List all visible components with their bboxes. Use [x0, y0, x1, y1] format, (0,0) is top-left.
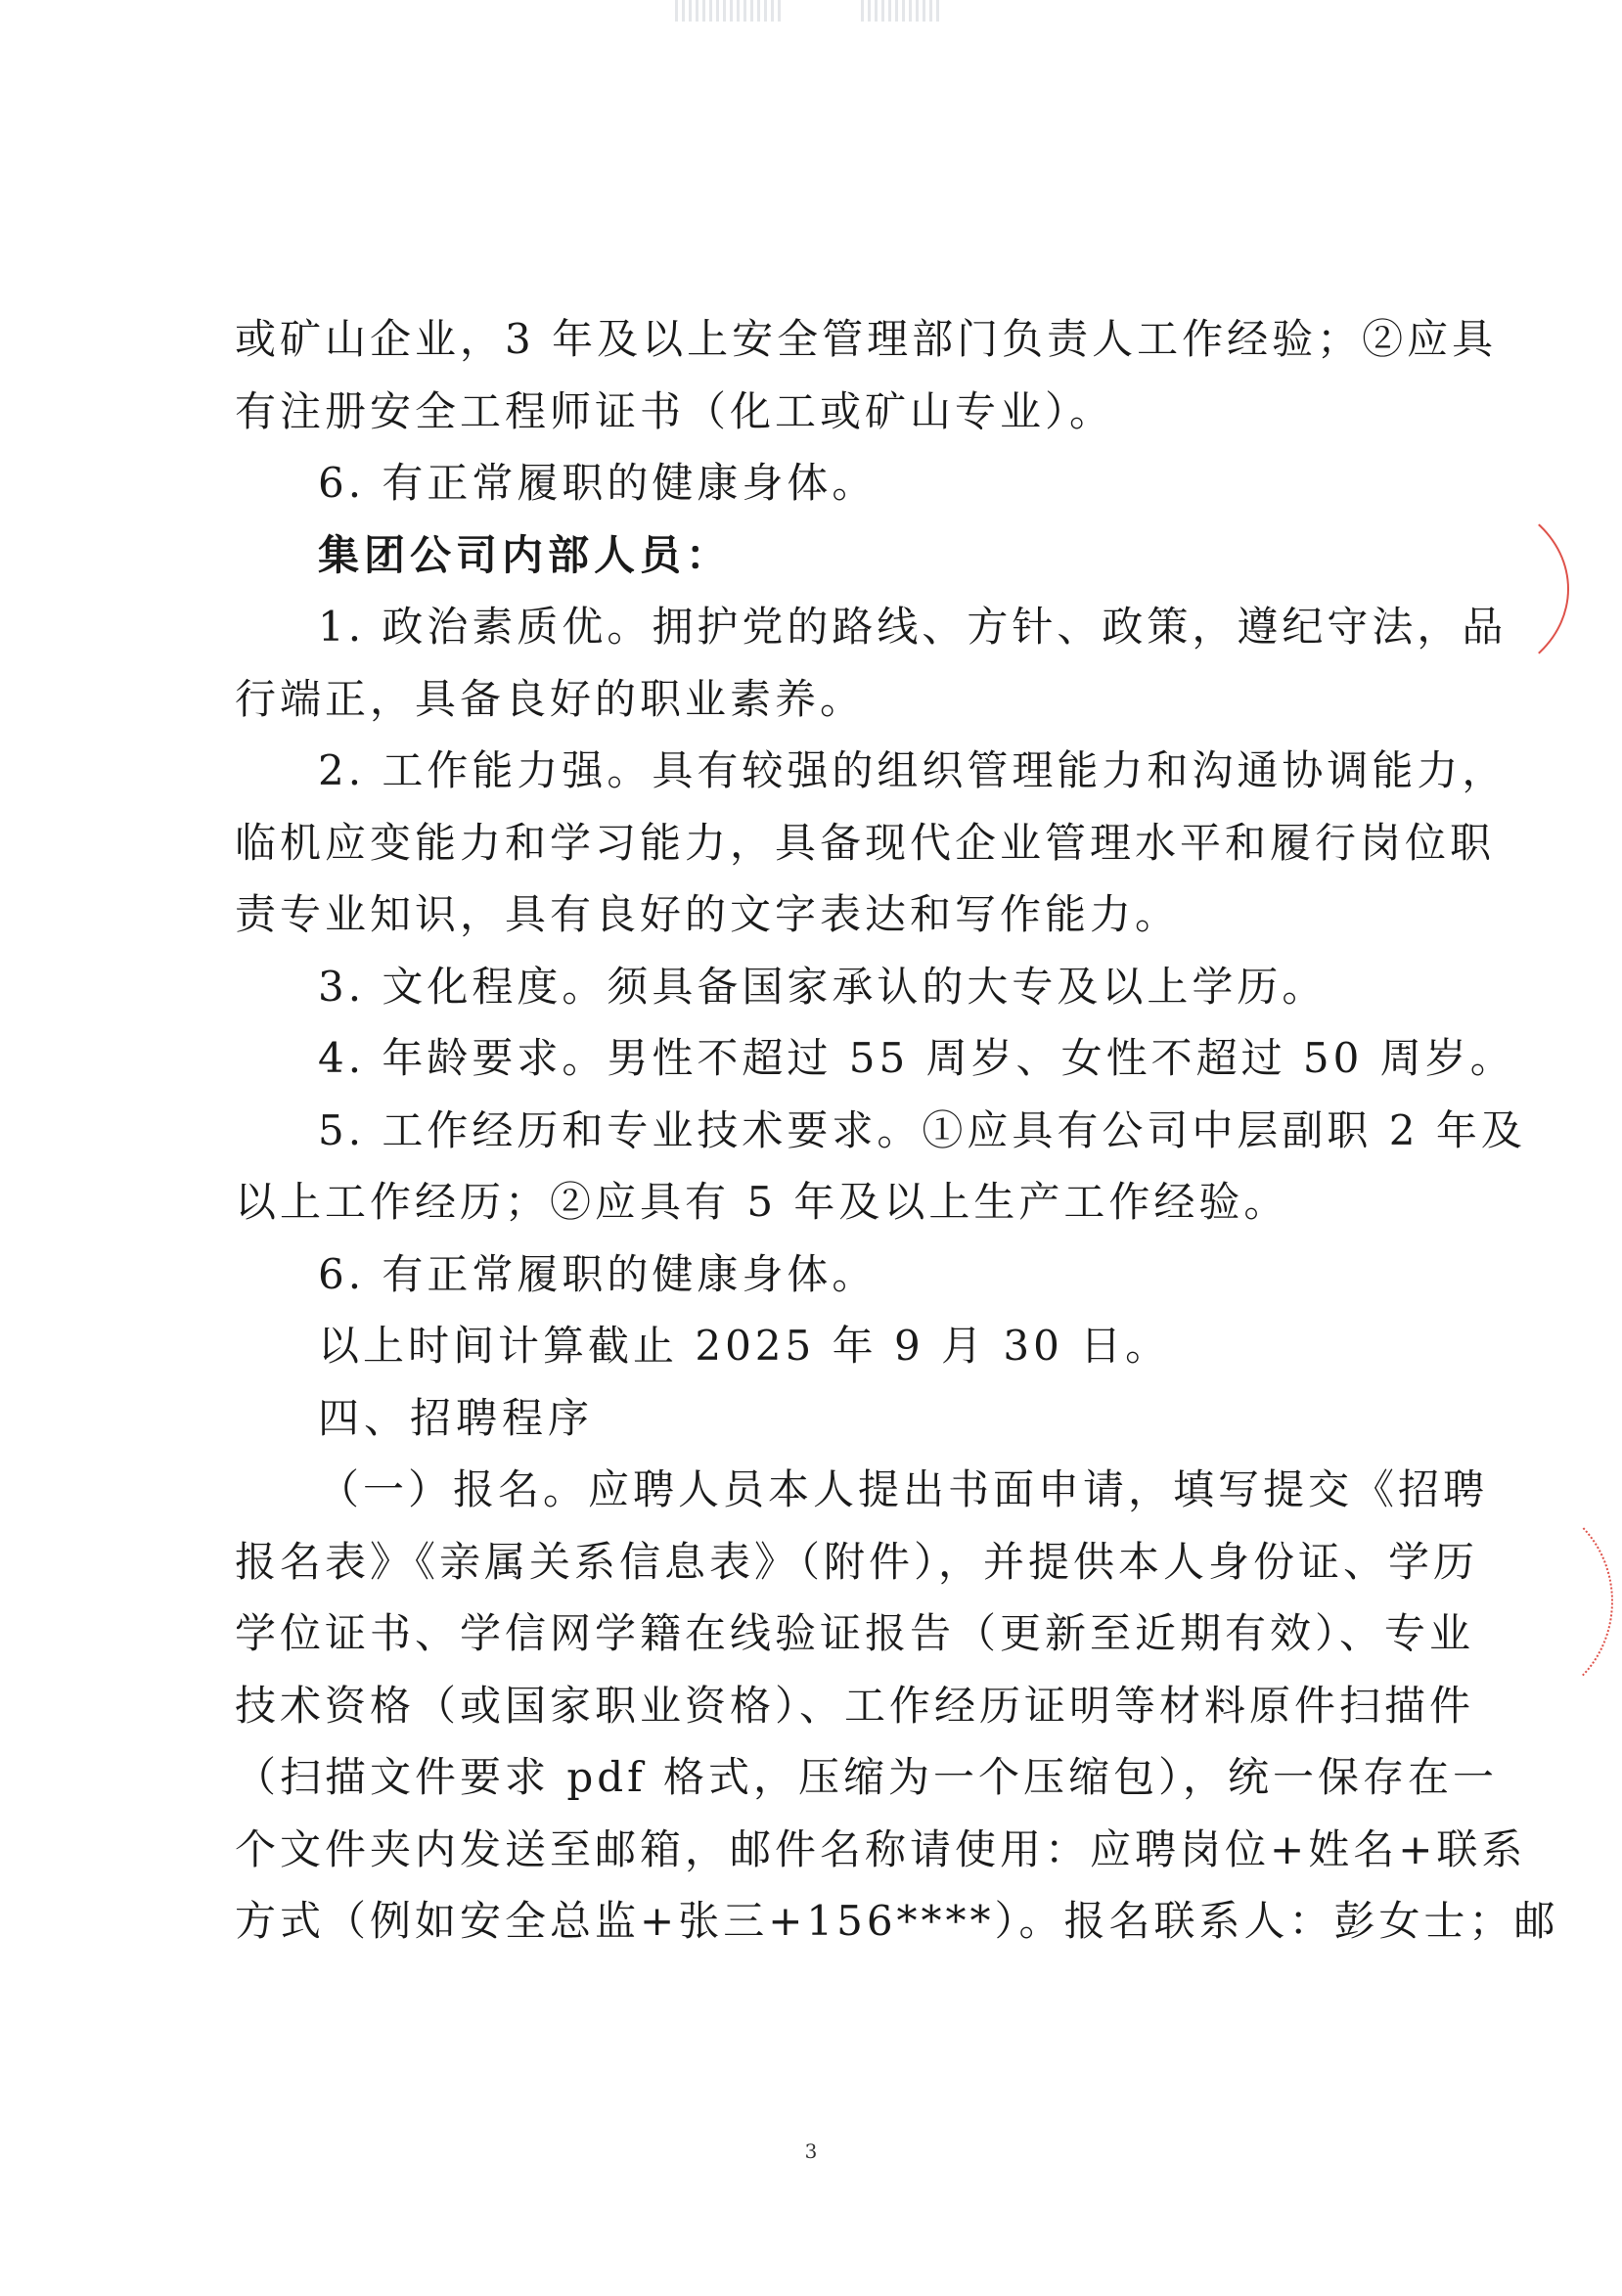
list-item: 4. 年龄要求。男性不超过 55 周岁、女性不超过 50 周岁。	[318, 1034, 1515, 1082]
body-line: 报名表》《亲属关系信息表》（附件），并提供本人身份证、学历	[235, 1537, 1479, 1586]
list-item: 5. 工作经历和专业技术要求。①应具有公司中层副职 2 年及	[318, 1105, 1526, 1154]
body-line: 方式（例如安全总监+张三+156****）。报名联系人：彭女士；邮	[235, 1897, 1559, 1945]
body-line: 行端正，具备良好的职业素养。	[235, 674, 866, 723]
body-line: 学位证书、学信网学籍在线验证报告（更新至近期有效）、专业	[235, 1609, 1475, 1657]
body-line: （扫描文件要求 pdf 格式，压缩为一个压缩包），统一保存在一	[235, 1753, 1499, 1801]
time-note: 以上时间计算截止 2025 年 9 月 30 日。	[318, 1322, 1171, 1370]
section-subheading: 集团公司内部人员：	[318, 530, 733, 579]
scan-artifact-right	[861, 0, 939, 22]
list-item: 3. 文化程度。须具备国家承认的大专及以上学历。	[318, 962, 1328, 1011]
section-heading: 四、招聘程序	[318, 1393, 595, 1442]
document-body	[235, 303, 1559, 1958]
body-line: 临机应变能力和学习能力，具备现代企业管理水平和履行岗位职	[235, 818, 1496, 867]
page-number: 3	[804, 2139, 818, 2163]
body-line: 或矿山企业，3 年及以上安全管理部门负责人工作经验；②应具	[235, 315, 1498, 363]
list-item: 6. 有正常履职的健康身体。	[318, 459, 878, 507]
body-line: 技术资格（或国家职业资格）、工作经历证明等材料原件扫描件	[235, 1681, 1475, 1730]
body-line: 以上工作经历；②应具有 5 年及以上生产工作经验。	[235, 1178, 1289, 1226]
body-line: 责专业知识，具有良好的文字表达和写作能力。	[235, 890, 1181, 938]
scan-artifact-left	[675, 0, 783, 22]
body-line: 有注册安全工程师证书（化工或矿山专业）。	[235, 386, 1115, 435]
list-item: 2. 工作能力强。具有较强的组织管理能力和沟通协调能力，	[318, 746, 1508, 794]
list-item: 1. 政治素质优。拥护党的路线、方针、政策，遵纪守法，品	[318, 603, 1508, 651]
list-item: 6. 有正常履职的健康身体。	[318, 1249, 878, 1298]
body-line: 个文件夹内发送至邮箱，邮件名称请使用：应聘岗位+姓名+联系	[235, 1824, 1527, 1873]
seal-stamp-edge-lower	[1414, 1497, 1613, 1706]
procedure-paragraph: （一）报名。应聘人员本人提出书面申请，填写提交《招聘	[318, 1465, 1489, 1513]
